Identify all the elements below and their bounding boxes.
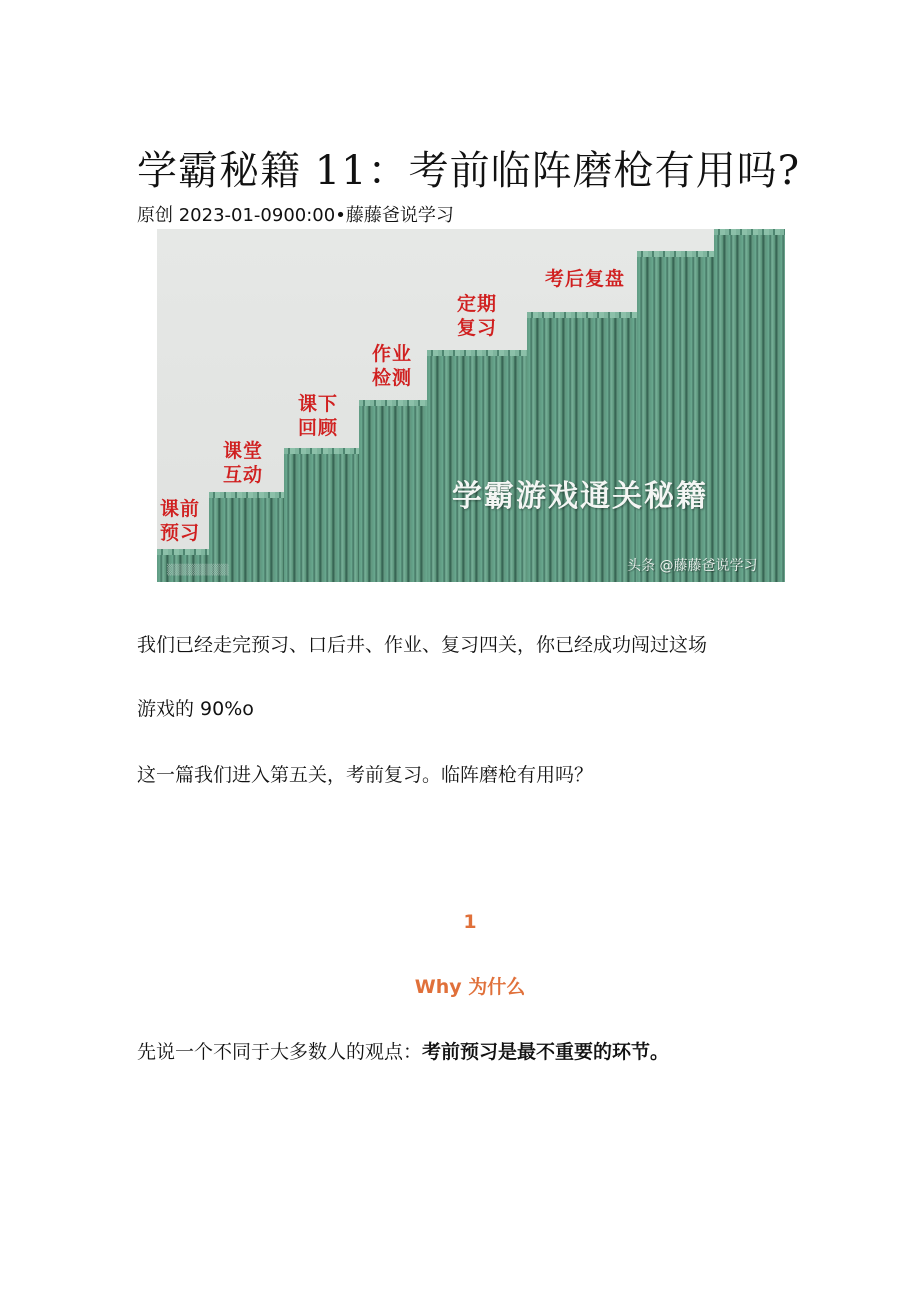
final-paragraph-emphasis: 考前预习是最不重要的环节。 <box>422 1041 670 1063</box>
section-title: Why 为什么 <box>414 976 526 998</box>
final-paragraph-text: 先说一个不同于大多数人的观点： <box>137 1041 423 1063</box>
stage-label: 课前 预习 <box>160 498 201 544</box>
stage-label: 考后复盘 <box>545 268 626 290</box>
paragraph: 我们已经走完预习、口后井、作业、复习四关，你已经成功闯过这场 <box>137 634 708 656</box>
hero-faint-watermark: ▒▒▒▒▒▒▒▒ <box>167 565 229 576</box>
step-6 <box>527 312 637 582</box>
stage-label: 课下 回顾 <box>298 393 339 439</box>
hero-image <box>157 229 785 582</box>
stage-label: 课堂 互动 <box>223 440 264 486</box>
stage-label: 作业 检测 <box>372 343 413 389</box>
step-3 <box>284 448 359 582</box>
step-7 <box>637 251 714 582</box>
stage-label: 定期 复习 <box>457 293 498 339</box>
step-8 <box>714 229 785 582</box>
paragraph: 这一篇我们进入第五关，考前复习。临阵磨枪有用吗？ <box>137 764 594 786</box>
article-meta: 原创 2023-01-0900:00•藤藤爸说学习 <box>137 205 454 226</box>
hero-credit: 头条 @藤藤爸说学习 <box>627 558 758 574</box>
article-title: 学霸秘籍 11：考前临阵磨枪有用吗? <box>137 147 801 194</box>
step-5 <box>427 350 527 582</box>
section-number: 1 <box>463 911 477 933</box>
paragraph: 游戏的 90%o <box>137 698 254 720</box>
step-4 <box>359 400 427 582</box>
hero-overlay-text: 学霸游戏通关秘籍 <box>452 479 708 514</box>
final-paragraph <box>137 1037 669 1064</box>
